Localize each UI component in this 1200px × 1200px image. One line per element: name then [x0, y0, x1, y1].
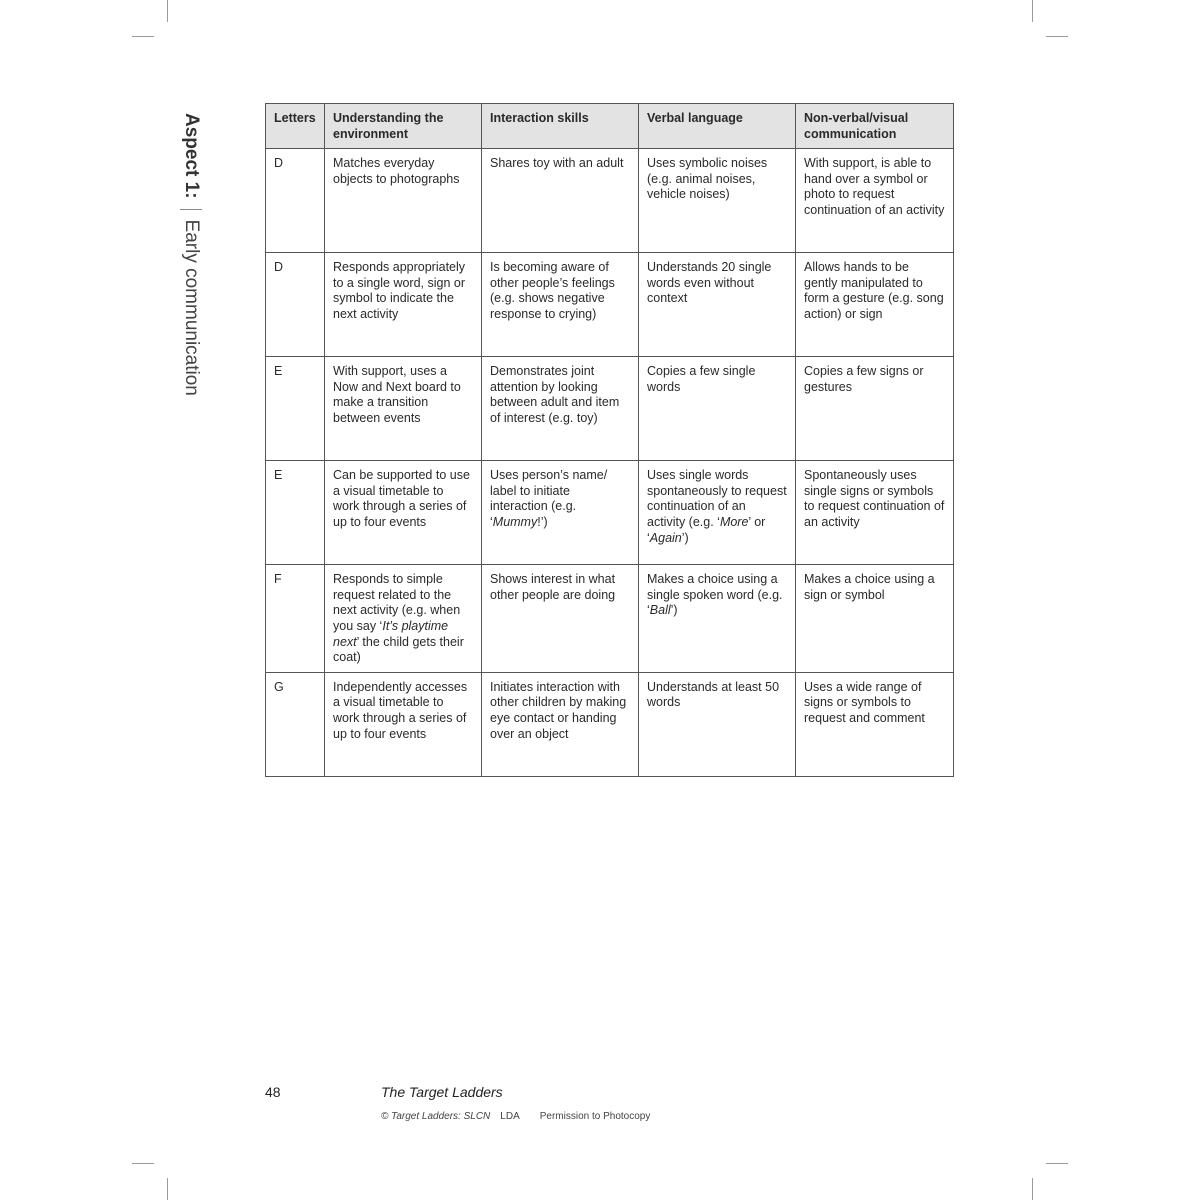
copyright-line: [381, 1111, 650, 1122]
copyright-text: © Target Ladders: SLCN: [381, 1111, 491, 1122]
book-title: The Target Ladders: [381, 1084, 503, 1100]
verbal-text: Makes a choice using a single spoken word (e.g. ‘: [647, 572, 783, 618]
environment-cell: Responds appropriately to a single word, sign or symbol to indicate the next activity: [325, 253, 482, 357]
environment-text: Responds to simple request related to the next activity (e.g. when you say ‘: [333, 572, 461, 633]
nonverbal-cell: Uses a wide range of signs or symbols to request and comment: [796, 672, 954, 776]
table-row: [266, 672, 954, 776]
nonverbal-cell: Allows hands to be gently manipulated to form a gesture (e.g. song action) or sign: [796, 253, 954, 357]
verbal-cell: [639, 565, 796, 673]
target-ladder-table: [265, 103, 954, 777]
verbal-cell: Uses symbolic noises (e.g. animal noises, vehicle noises): [639, 149, 796, 253]
crop-mark: [1046, 36, 1068, 37]
environment-cell: With support, uses a Now and Next board to make a transition between events: [325, 357, 482, 461]
crop-mark: [167, 0, 168, 22]
verbal-text: ’): [670, 603, 678, 618]
letter-cell: D: [266, 253, 325, 357]
header-environment: Understanding the environment: [325, 104, 482, 149]
verbal-emphasis: Ball: [649, 603, 671, 618]
crop-mark: [132, 36, 154, 37]
interaction-emphasis: Mummy: [492, 514, 538, 529]
header-verbal: Verbal language: [639, 104, 796, 149]
verbal-cell: Understands 20 single words even without context: [639, 253, 796, 357]
aspect-title: Early communication: [180, 219, 202, 396]
header-nonverbal: Non-verbal/visual communication: [796, 104, 954, 149]
verbal-text: ’ or ‘: [647, 514, 766, 545]
nonverbal-cell: With support, is able to hand over a symbol or photo to request continuation of an activity: [796, 149, 954, 253]
aspect-label: Aspect 1:: [180, 113, 202, 199]
crop-mark: [132, 1163, 154, 1164]
crop-mark: [1032, 1178, 1033, 1200]
publisher-text: LDA: [500, 1111, 520, 1122]
verbal-cell: [639, 461, 796, 565]
letter-cell: G: [266, 672, 325, 776]
verbal-text: Uses single words spontaneously to request continuation of an activity (e.g. ‘: [647, 468, 787, 529]
environment-emphasis: It’s playtime next: [333, 618, 449, 649]
interaction-cell: Initiates interaction with other children by making eye contact or handing over an object: [482, 672, 639, 776]
interaction-cell: Is becoming aware of other people’s feelings (e.g. shows negative response to crying): [482, 253, 639, 357]
environment-cell: Can be supported to use a visual timetable to work through a series of up to four events: [325, 461, 482, 565]
interaction-cell: Demonstrates joint attention by looking between adult and item of interest (e.g. toy): [482, 357, 639, 461]
interaction-cell: Shows interest in what other people are doing: [482, 565, 639, 673]
letter-cell: D: [266, 149, 325, 253]
environment-text: ’ the child gets their coat): [333, 634, 464, 665]
table-row: [266, 461, 954, 565]
verbal-emphasis: Again: [649, 530, 682, 545]
letter-cell: E: [266, 461, 325, 565]
crop-mark: [167, 1178, 168, 1200]
nonverbal-cell: Makes a choice using a sign or symbol: [796, 565, 954, 673]
interaction-text: !’): [537, 514, 548, 529]
environment-cell: Matches everyday objects to photographs: [325, 149, 482, 253]
interaction-cell: [482, 461, 639, 565]
letter-cell: F: [266, 565, 325, 673]
table-row: [266, 357, 954, 461]
table-row: [266, 149, 954, 253]
verbal-emphasis: More: [719, 514, 749, 529]
interaction-text: Uses person’s name/ label to initiate interaction (e.g. ‘: [490, 468, 608, 529]
header-letters: Letters: [266, 104, 325, 149]
header-interaction: Interaction skills: [482, 104, 639, 149]
letter-cell: E: [266, 357, 325, 461]
verbal-cell: Copies a few single words: [639, 357, 796, 461]
verbal-cell: Understands at least 50 words: [639, 672, 796, 776]
permission-text: Permission to Photocopy: [539, 1111, 651, 1122]
table-row: [266, 253, 954, 357]
side-heading: [180, 113, 202, 396]
table-header-row: [266, 104, 954, 149]
nonverbal-cell: Copies a few signs or gestures: [796, 357, 954, 461]
page-number: 48: [265, 1084, 281, 1100]
crop-mark: [1046, 1163, 1068, 1164]
environment-cell: [325, 565, 482, 673]
interaction-cell: Shares toy with an adult: [482, 149, 639, 253]
heading-divider: [180, 209, 202, 210]
environment-cell: Independently accesses a visual timetable to work through a series of up to four events: [325, 672, 482, 776]
crop-mark: [1032, 0, 1033, 22]
verbal-text: ’): [681, 530, 689, 545]
table-row: [266, 565, 954, 673]
nonverbal-cell: Spontaneously uses single signs or symbols to request continuation of an activity: [796, 461, 954, 565]
